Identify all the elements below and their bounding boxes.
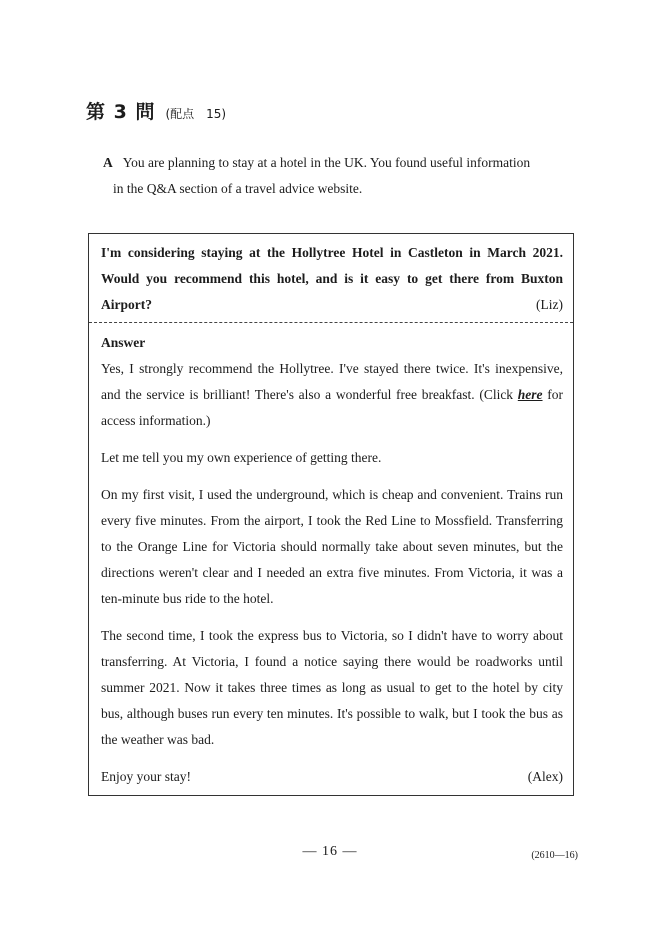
qa-box [88,233,574,796]
intro-text [103,150,583,202]
intro-line-2: in the Q&A section of a travel advice website. [113,181,363,196]
answer-p1-after-link: for access information.) [101,387,563,428]
question-author: (Liz) [536,297,563,312]
section-title [86,97,226,124]
question [101,240,563,318]
question-text: I'm considering staying at the Hollytree Hotel in Castleton in March 2021. Would you recommend this hotel, and is it easy to get there from Buxton Airport? [101,245,563,312]
access-info-link[interactable]: here [517,387,543,402]
answer-paragraph-4: The second time, I took the express bus to Victoria, so I didn't have to worry about transferring. At Victoria, I found a notice saying there would be roadworks until summer 2021. Now it takes three times as long as usual to get to the hotel by city bus, although buses run every ten minutes. It's possible to walk, but I took the bus as the weather was bad. [101,628,563,747]
intro-line-1-text: You are planning to stay at a hotel in the UK. You found useful information [122,155,531,170]
page-number: — 16 — [302,844,358,859]
answer-paragraph-2: Let me tell you my own experience of getting there. [101,450,382,465]
answer [101,330,563,801]
answer-author: (Alex) [527,769,563,784]
answer-p1-before-link: Yes, I strongly recommend the Hollytree. I've stayed there twice. It's inexpensive, and the service is brilliant! There's also a wonderful free breakfast. (Click [101,361,563,402]
section-points: (配点 15) [165,107,227,121]
intro-line-1 [103,150,583,176]
dashed-divider [89,322,573,323]
closing-text: Enjoy your stay! [101,769,191,784]
page-code: (2610—16) [531,850,578,861]
answer-closing [101,764,563,790]
answer-paragraph-3: On my first visit, I used the underground, which is cheap and convenient. Trains run every five minutes. From the airport, I took the Red Line to Mossfield. Transferring to the Orange Line for Victoria should normally take about seven minutes, but the directions weren't clear and I needed an extra five minutes. From Victoria, it was a ten-minute bus ride to the hotel. [101,487,563,606]
section-number: 第 3 問 [86,101,156,123]
intro-label: A [103,155,113,170]
answer-heading: Answer [101,335,146,350]
answer-paragraph-1 [101,356,563,434]
